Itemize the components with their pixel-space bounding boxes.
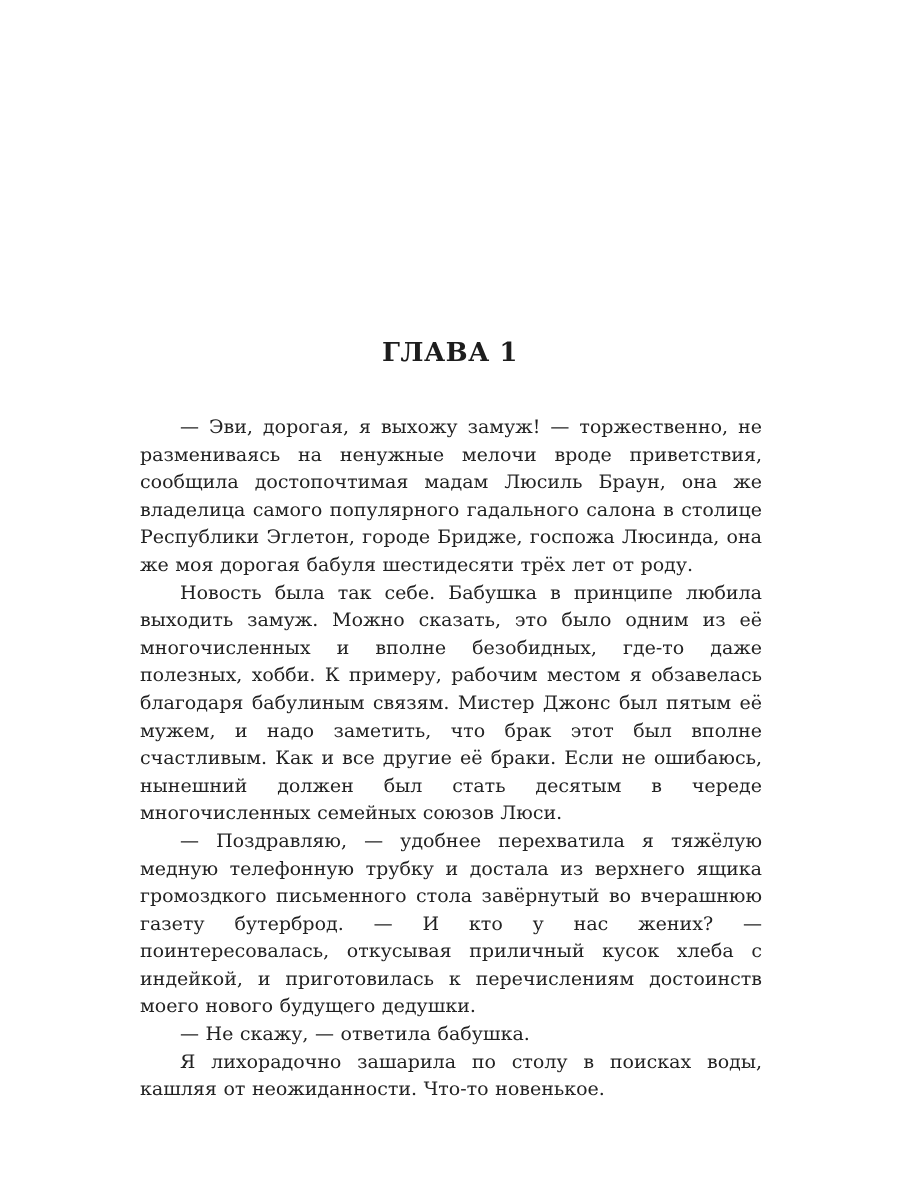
- text-block: [140, 414, 762, 1104]
- chapter-title: ГЛАВА 1: [382, 338, 518, 368]
- paragraph-4: — Не скажу, — ответила бабушка.: [180, 1023, 530, 1046]
- paragraph-5: Я лихорадочно зашарила по столу в поисках воды, кашляя от неожиданности. Что-то новенькое.: [140, 1050, 762, 1101]
- paragraph-2: Новость была так себе. Бабушка в принципе любила выходить замуж. Можно сказать, это было одним из её многочисленных и вполне безобидных, где-то даже полезных, хобби. К примеру, рабочим местом я обзавелась благодаря бабулиным связям. Мистер Джонс был пятым её мужем, и надо заметить, что брак этот был вполне счастливым. Как и все другие её браки. Если не ошибаюсь, нынешний должен был стать десятым в череде многочисленных семейных союзов Люси.: [140, 581, 762, 825]
- paragraph-3: — Поздравляю, — удобнее перехватила я тяжёлую медную телефонную трубку и достала из верхнего ящика громоздкого письменного стола завёрнутый во вчерашнюю газету бутерброд. — И кто у нас жених? — поинтересовалась, откусывая приличный кусок хлеба с индейкой, и приготовилась к перечислениям достоинств моего нового будущего дедушки.: [140, 829, 762, 1018]
- paragraph-1: — Эви, дорогая, я выхожу замуж! — торжественно, не размениваясь на ненужные мелочи вроде приветствия, сообщила достопочтимая мадам Люсиль Браун, она же владелица самого популярного гадального салона в столице Республики Эглетон, городе Бридже, госпожа Люсинда, она же моя дорогая бабуля шестидесяти трёх лет от роду.: [140, 416, 762, 576]
